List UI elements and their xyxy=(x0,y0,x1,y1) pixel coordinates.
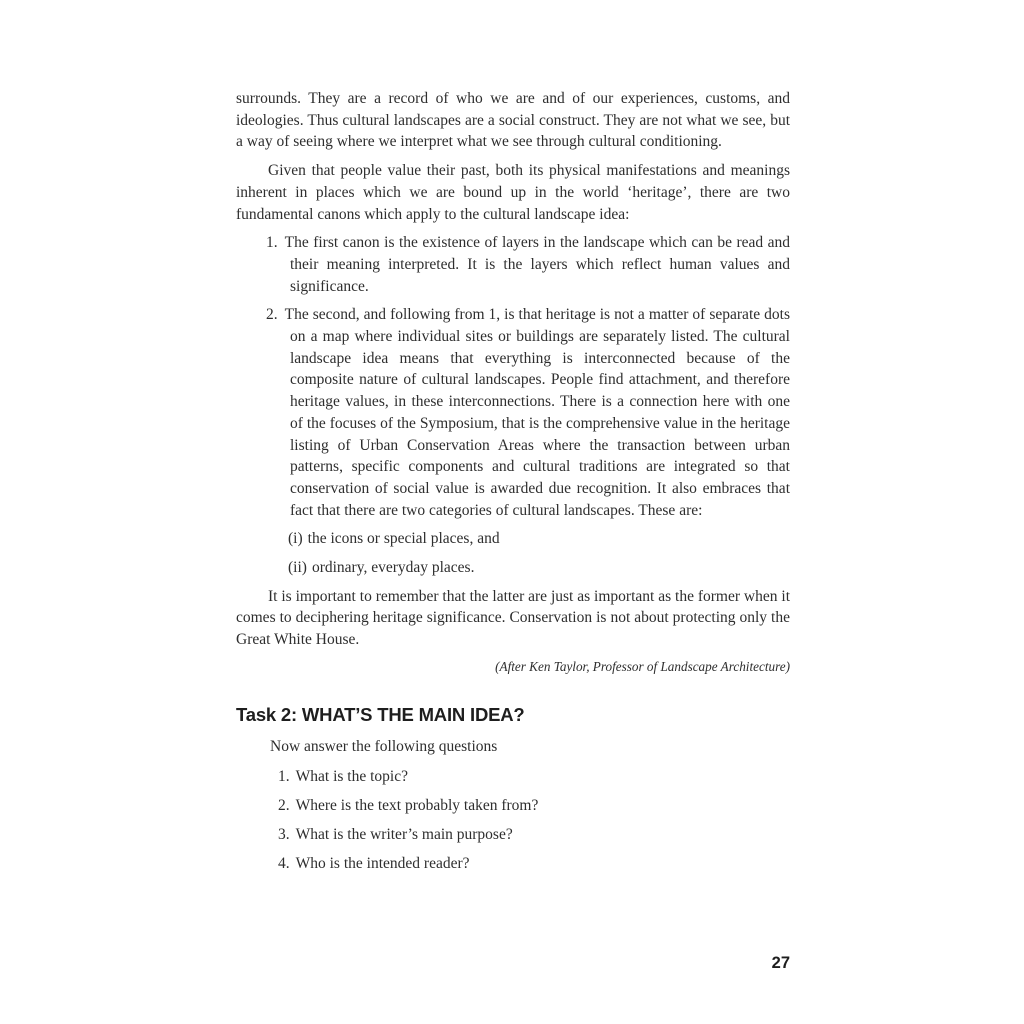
question-1 xyxy=(278,766,790,788)
question-number: 4. xyxy=(278,855,290,873)
question-number: 3. xyxy=(278,825,290,843)
task-intro: Now answer the following questions xyxy=(270,737,498,755)
question-text: What is the topic? xyxy=(295,767,408,785)
subpoint-number: (i) xyxy=(288,530,303,548)
subpoint-i xyxy=(288,528,790,550)
list-number: 1. xyxy=(266,234,278,252)
question-3 xyxy=(278,824,790,846)
source-attribution: (After Ken Taylor, Professor of Landscape Architecture) xyxy=(495,658,790,674)
list-text: The second, and following from 1, is that heritage is not a matter of separate dots on a map where individual sites or buildings are separately listed. The cultural landscape idea means that everything is interconnected because of the composite nature of cultural landscapes. People find attachment, and therefore heritage values, in these interconnections. There is a connection here with one of the focuses of the Symposium, that is the comprehensive value in the heritage listing of Urban Conservation Areas where the transaction between urban patterns, specific components and cultural traditions are integrated so that conservation of social value is awarded due recognition. It also embraces that fact that there are two categories of cultural landscapes. These are: xyxy=(284,306,790,519)
body-paragraph-canons-intro: Given that people value their past, both its physical manifestations and meanings inherent in places which we are bound up in the world ‘heritage’, there are two fundamental canons which apply to the cultural landscape idea: xyxy=(236,162,790,223)
page-number: 27 xyxy=(771,954,790,972)
subpoint-text: the icons or special places, and xyxy=(307,530,500,548)
body-paragraph-continued: surrounds. They are a record of who we are and of our experiences, customs, and ideologies. Thus cultural landscapes are a social construct. They are not what we see, but a way of seeing where we interpret what we see through cultural conditioning. xyxy=(236,90,790,151)
question-text: Where is the text probably taken from? xyxy=(295,796,539,814)
subpoint-ii xyxy=(288,557,790,579)
list-text: The first canon is the existence of layers in the landscape which can be read and their meaning interpreted. It is the layers which reflect human values and significance. xyxy=(284,234,790,295)
question-text: Who is the intended reader? xyxy=(295,855,470,873)
numbered-list-item-2 xyxy=(236,304,790,521)
numbered-list-item-1 xyxy=(236,232,790,297)
subpoint-number: (ii) xyxy=(288,559,307,577)
question-4 xyxy=(278,853,790,875)
question-text: What is the writer’s main purpose? xyxy=(295,825,513,843)
question-number: 1. xyxy=(278,767,290,785)
task-heading: Task 2: WHAT’S THE MAIN IDEA? xyxy=(236,703,525,725)
page-content xyxy=(236,88,790,882)
question-2 xyxy=(278,795,790,817)
question-number: 2. xyxy=(278,796,290,814)
list-number: 2. xyxy=(266,306,278,324)
subpoint-text: ordinary, everyday places. xyxy=(311,559,475,577)
body-paragraph-closing: It is important to remember that the latter are just as important as the former when it comes to deciphering heritage significance. Conservation is not about protecting only the Great White House. xyxy=(236,587,790,649)
